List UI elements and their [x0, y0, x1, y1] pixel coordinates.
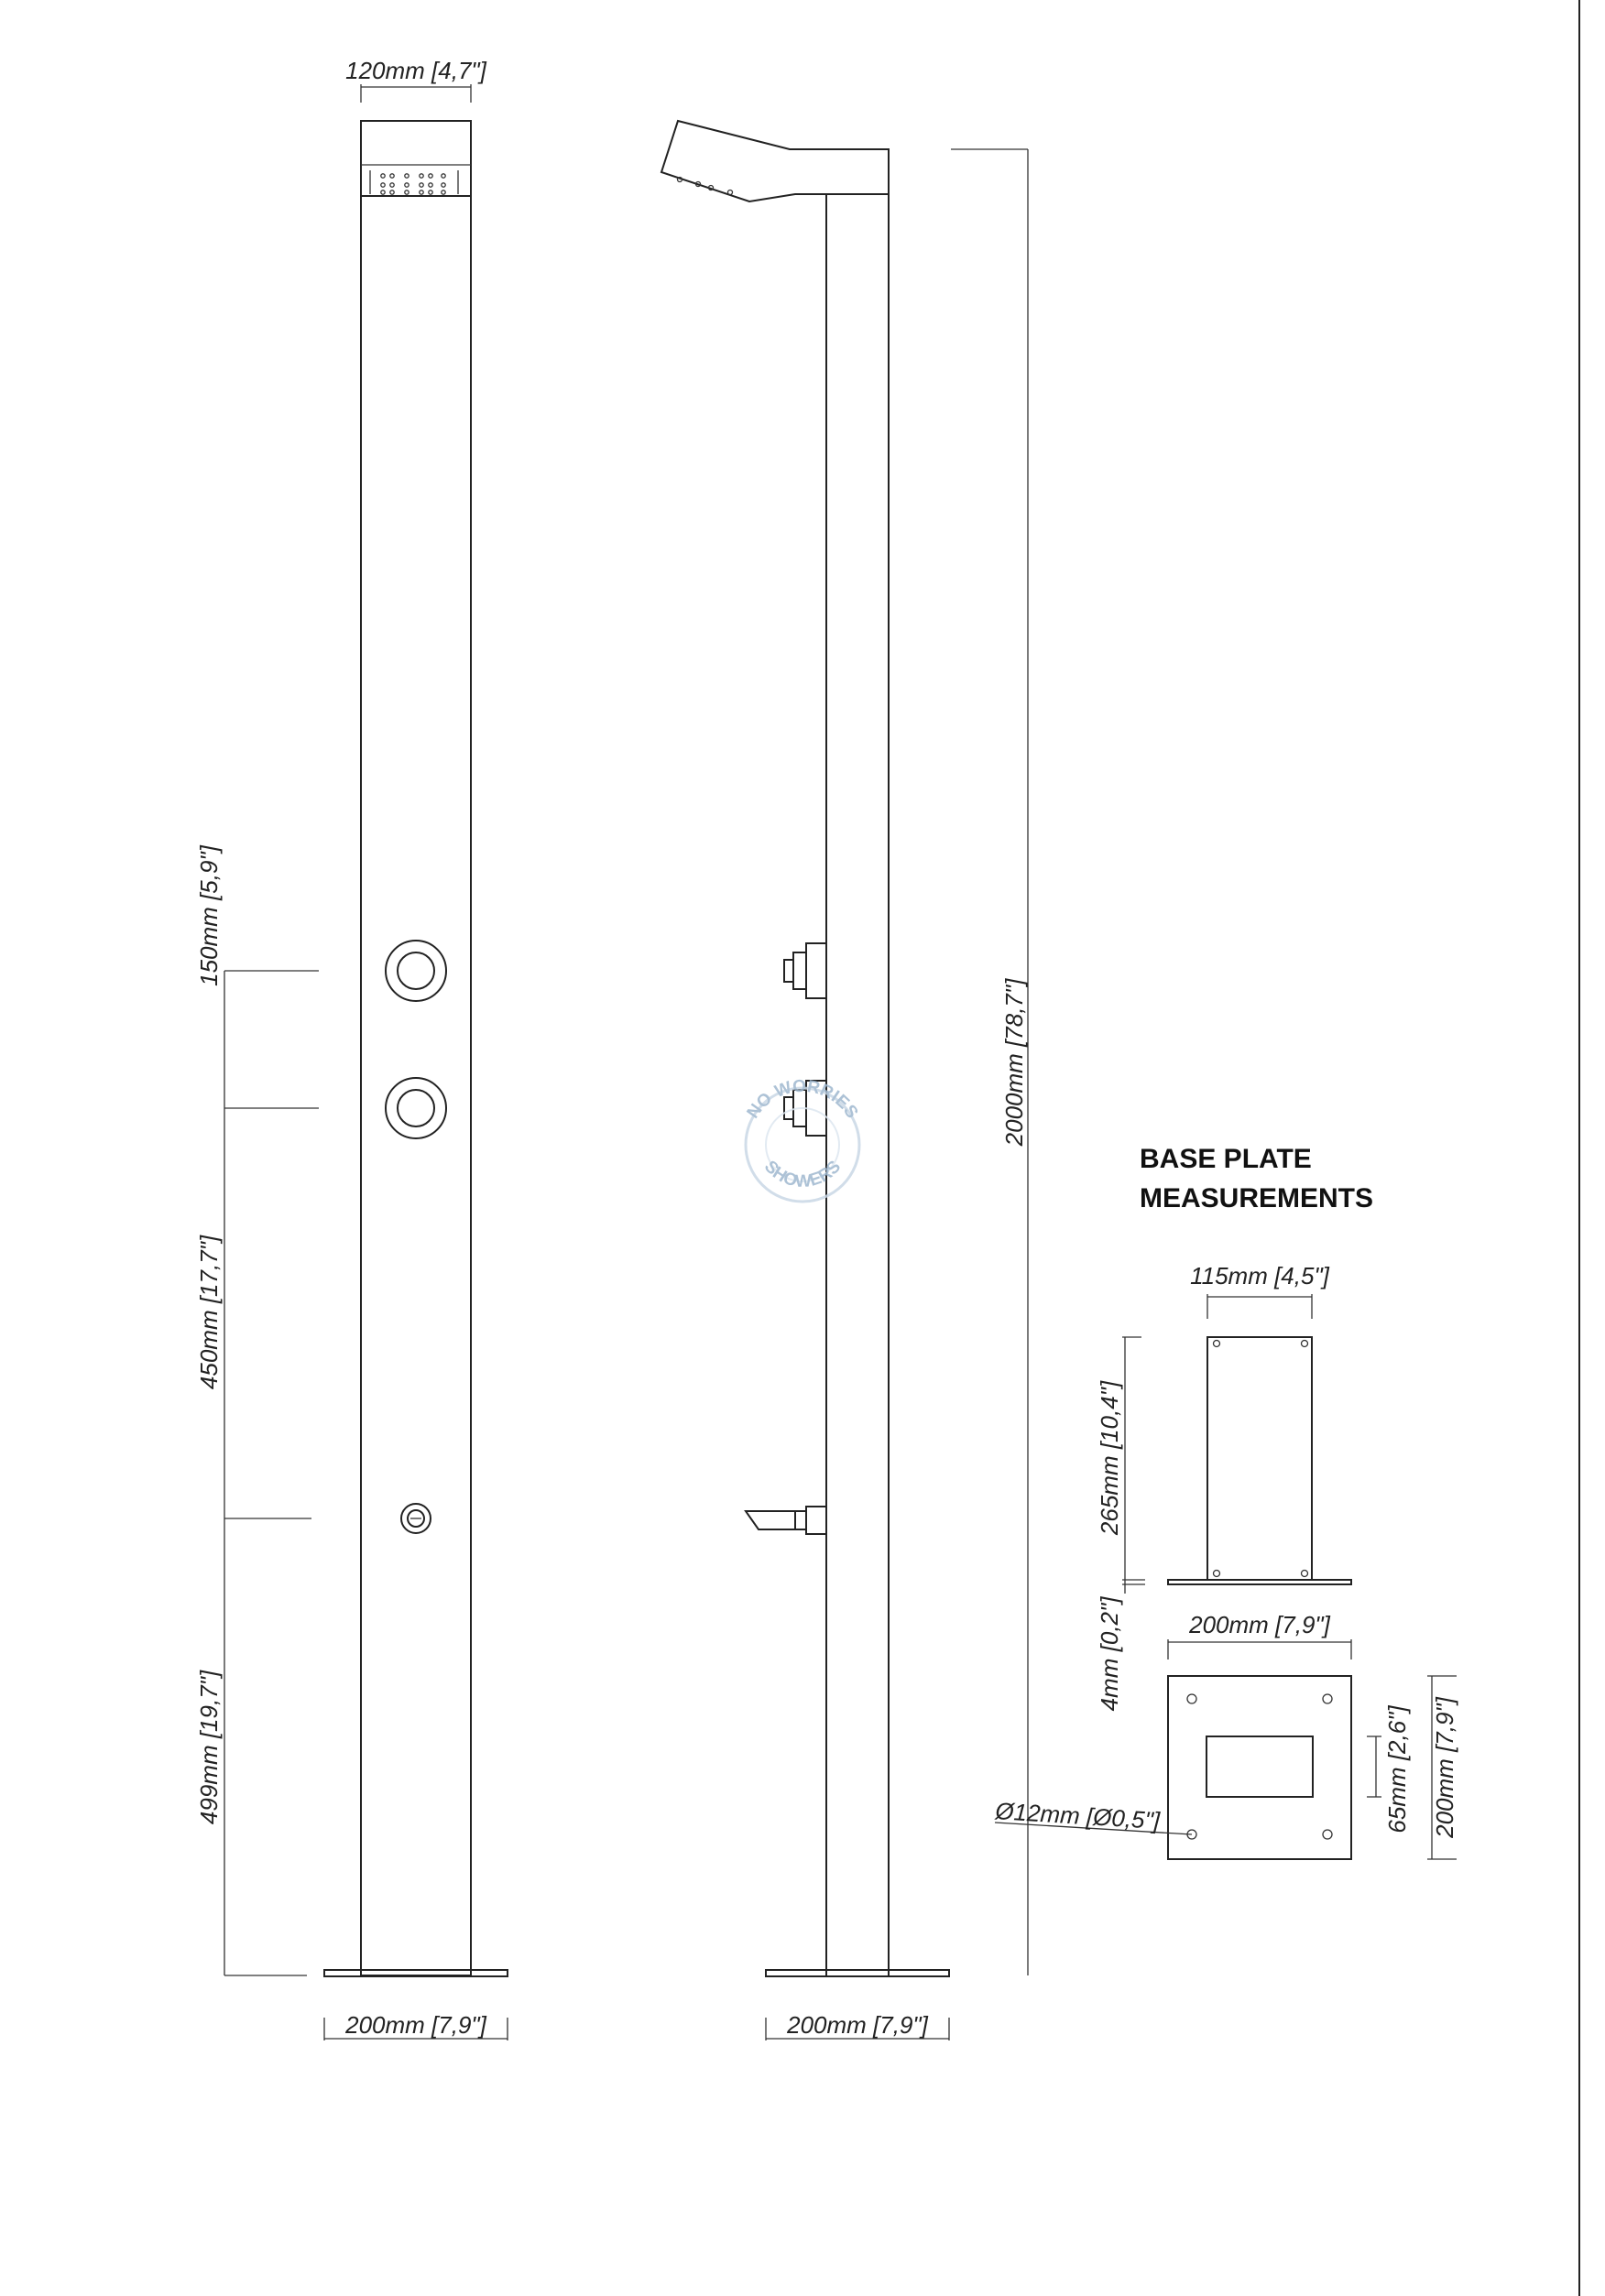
front-top-width-label: 120mm [4,7"]: [345, 57, 486, 84]
svg-text:SHOWERS: [760, 1158, 845, 1192]
plate-thickness-label: 4mm [0,2"]: [1096, 1596, 1123, 1712]
front-dim-150-label: 150mm [5,9"]: [195, 845, 223, 986]
side-upper-valve: [784, 943, 826, 998]
side-view: [661, 121, 1028, 2040]
base-plate-section: [994, 1144, 1458, 1859]
post-height-label: 265mm [10,4"]: [1096, 1380, 1123, 1536]
side-base-width-label: 200mm [7,9"]: [787, 2011, 928, 2039]
mounting-holes: [1187, 1694, 1332, 1839]
side-shower-head: [661, 121, 889, 201]
shower-nozzles: [370, 170, 458, 194]
front-column: [361, 121, 471, 1975]
lower-valve-knob: [386, 1078, 446, 1138]
side-foot-tap: [746, 1507, 826, 1534]
svg-text:NO WORRIES: [744, 1077, 862, 1122]
upper-valve-knob: [386, 941, 446, 1001]
front-view: [195, 57, 508, 2040]
front-shower-head: [361, 121, 471, 196]
base-post-elevation: [1207, 1337, 1312, 1580]
base-plate-opening: [1206, 1736, 1313, 1797]
front-dim-450-label: 450mm [17,7"]: [195, 1235, 223, 1390]
foot-valve-knob: [401, 1504, 431, 1533]
base-plate-elevation: [1168, 1580, 1351, 1584]
watermark-line2: SHOWERS: [759, 1157, 846, 1192]
post-width-label: 115mm [4,5"]: [1190, 1262, 1329, 1289]
plate-depth-label: 200mm [7,9"]: [1431, 1697, 1458, 1838]
base-plate-heading-line2: MEASUREMENTS: [1140, 1183, 1374, 1213]
base-plate-heading-line1: BASE PLATE: [1140, 1144, 1312, 1174]
front-dim-499-label: 499mm [19,7"]: [195, 1670, 223, 1825]
front-base-width-label: 200mm [7,9"]: [345, 2011, 486, 2039]
side-base-plate: [766, 1970, 949, 1976]
side-height-label: 2000mm [78,7"]: [1000, 978, 1028, 1147]
hole-diameter-label: Ø12mm [Ø0,5"]: [994, 1797, 1161, 1834]
opening-height-label: 65mm [2,6"]: [1383, 1705, 1411, 1834]
plate-width-label: 200mm [7,9"]: [1189, 1611, 1330, 1638]
watermark-logo: [744, 1077, 862, 1202]
watermark-line1: NO WORRIES: [743, 1076, 862, 1123]
